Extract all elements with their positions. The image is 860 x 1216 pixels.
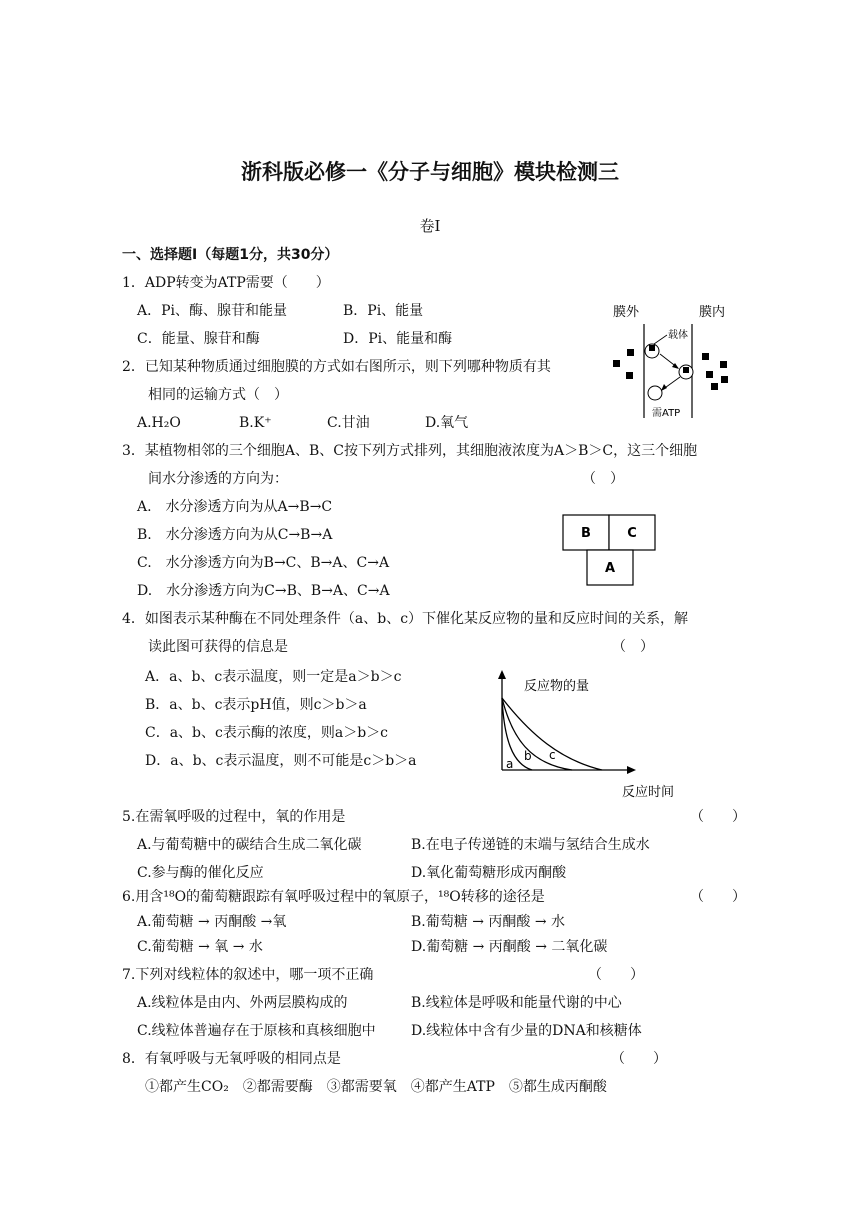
- cell-arrangement-figure: [562, 514, 658, 588]
- curve-c-label: c: [549, 748, 556, 762]
- q7-option-d: D.线粒体中含有少量的DNA和核糖体: [411, 1023, 642, 1039]
- q7-stem: 7.下列对线粒体的叙述中，哪一项不正确: [122, 967, 374, 983]
- q7-option-c: C.线粒体普遍存在于原核和真核细胞中: [137, 1023, 376, 1039]
- q7-answer-paren: （ ）: [588, 967, 644, 983]
- q4-option-c: C．a、b、c表示酶的浓度，则a＞b＞c: [145, 725, 389, 741]
- q4-answer-paren: （ ）: [612, 639, 654, 655]
- q3-option-c: C. 水分渗透方向为B→C、B→A、C→A: [137, 555, 390, 571]
- page-title: 浙科版必修一《分子与细胞》模块检测三: [241, 160, 619, 184]
- membrane-transport-figure: [608, 298, 738, 422]
- q3-stem-line2: 间水分渗透的方向为：: [148, 471, 288, 487]
- q4-option-d: D．a、b、c表示温度，则不可能是c＞b＞a: [145, 753, 417, 769]
- q2-option-c: C.甘油: [327, 415, 370, 431]
- fig-outside-label: 膜外: [613, 305, 640, 320]
- q5-option-a: A.与葡萄糖中的碳结合生成二氧化碳: [137, 837, 362, 853]
- q2-option-a: A.H₂O: [137, 415, 181, 431]
- q5-option-b: B.在电子传递链的末端与氢结合生成水: [411, 837, 650, 853]
- q6-option-c: C.葡萄糖 → 氧 → 水: [137, 939, 263, 955]
- q2-option-d: D.氧气: [425, 415, 469, 431]
- q1-option-b: B．Pi、能量: [343, 303, 424, 319]
- curve-a-label: a: [506, 757, 514, 771]
- q7-option-a: A.线粒体是由内、外两层膜构成的: [137, 995, 348, 1011]
- q6-option-d: D.葡萄糖 → 丙酮酸 → 二氧化碳: [411, 939, 608, 955]
- q3-stem-line1: 3．某植物相邻的三个细胞A、B、C按下列方式排列，其细胞液浓度为A＞B＞C，这三个细胞: [122, 443, 698, 459]
- fig-atp-label: 需ATP: [652, 408, 681, 419]
- q7-option-b: B.线粒体是呼吸和能量代谢的中心: [411, 995, 622, 1011]
- q3-option-b: B. 水分渗透方向为从C→B→A: [137, 527, 333, 543]
- q6-option-a: A.葡萄糖 → 丙酮酸 →氧: [137, 914, 287, 930]
- q3-answer-paren: （ ）: [582, 471, 624, 487]
- fig-carrier-label: 载体: [668, 330, 688, 341]
- q8-options: ①都产生CO₂ ②都需要酶 ③都需要氧 ④都产生ATP ⑤都生成丙酮酸: [145, 1079, 607, 1095]
- q1-option-d: D．Pi、能量和酶: [343, 331, 453, 347]
- x-axis-label: 反应时间: [622, 785, 675, 800]
- section-heading: 一、选择题Ⅰ（每题1分，共30分）: [122, 247, 339, 263]
- q2-option-b: B.K⁺: [239, 415, 272, 431]
- curve-b-label: b: [524, 749, 532, 763]
- volume-heading: 卷Ⅰ: [419, 217, 441, 235]
- q6-stem: 6.用含¹⁸O的葡萄糖跟踪有氧呼吸过程中的氧原子，¹⁸O转移的途径是: [122, 889, 545, 905]
- q5-stem: 5.在需氧呼吸的过程中，氧的作用是: [122, 809, 346, 825]
- q5-answer-paren: （ ）: [690, 809, 746, 825]
- q5-option-c: C.参与酶的催化反应: [137, 865, 264, 881]
- q4-stem-line2: 读此图可获得的信息是: [148, 639, 288, 655]
- fig-inside-label: 膜内: [699, 305, 726, 320]
- q8-answer-paren: （ ）: [611, 1051, 667, 1067]
- q4-stem-line1: 4．如图表示某种酶在不同处理条件（a、b、c）下催化某反应物的量和反应时间的关系，解: [122, 611, 689, 627]
- q6-option-b: B.葡萄糖 → 丙酮酸 → 水: [411, 914, 565, 930]
- q8-stem: 8．有氧呼吸与无氧呼吸的相同点是: [122, 1051, 341, 1067]
- q4-option-a: A．a、b、c表示温度，则一定是a＞b＞c: [145, 669, 402, 685]
- q4-option-b: B．a、b、c表示pH值，则c＞b＞a: [145, 697, 367, 713]
- q1-option-c: C．能量、腺苷和酶: [137, 331, 260, 347]
- cell-c-label: C: [627, 526, 637, 541]
- cell-a-label: A: [604, 561, 616, 576]
- q3-option-d: D. 水分渗透方向为C→B、B→A、C→A: [137, 583, 390, 599]
- q5-option-d: D.氧化葡萄糖形成丙酮酸: [411, 865, 567, 881]
- q6-answer-paren: （ ）: [690, 889, 746, 905]
- enzyme-reaction-figure: [490, 668, 690, 802]
- q1-option-a: A．Pi、酶、腺苷和能量: [137, 303, 288, 319]
- q2-stem-line2: 相同的运输方式（ ）: [148, 387, 288, 403]
- q3-option-a: A. 水分渗透方向为从A→B→C: [137, 499, 333, 515]
- cell-b-label: B: [581, 526, 591, 541]
- q2-stem-line1: 2．已知某种物质通过细胞膜的方式如右图所示，则下列哪种物质有其: [122, 359, 551, 375]
- q1-stem: 1．ADP转变为ATP需要（ ）: [122, 275, 330, 291]
- y-axis-label: 反应物的量: [524, 679, 590, 694]
